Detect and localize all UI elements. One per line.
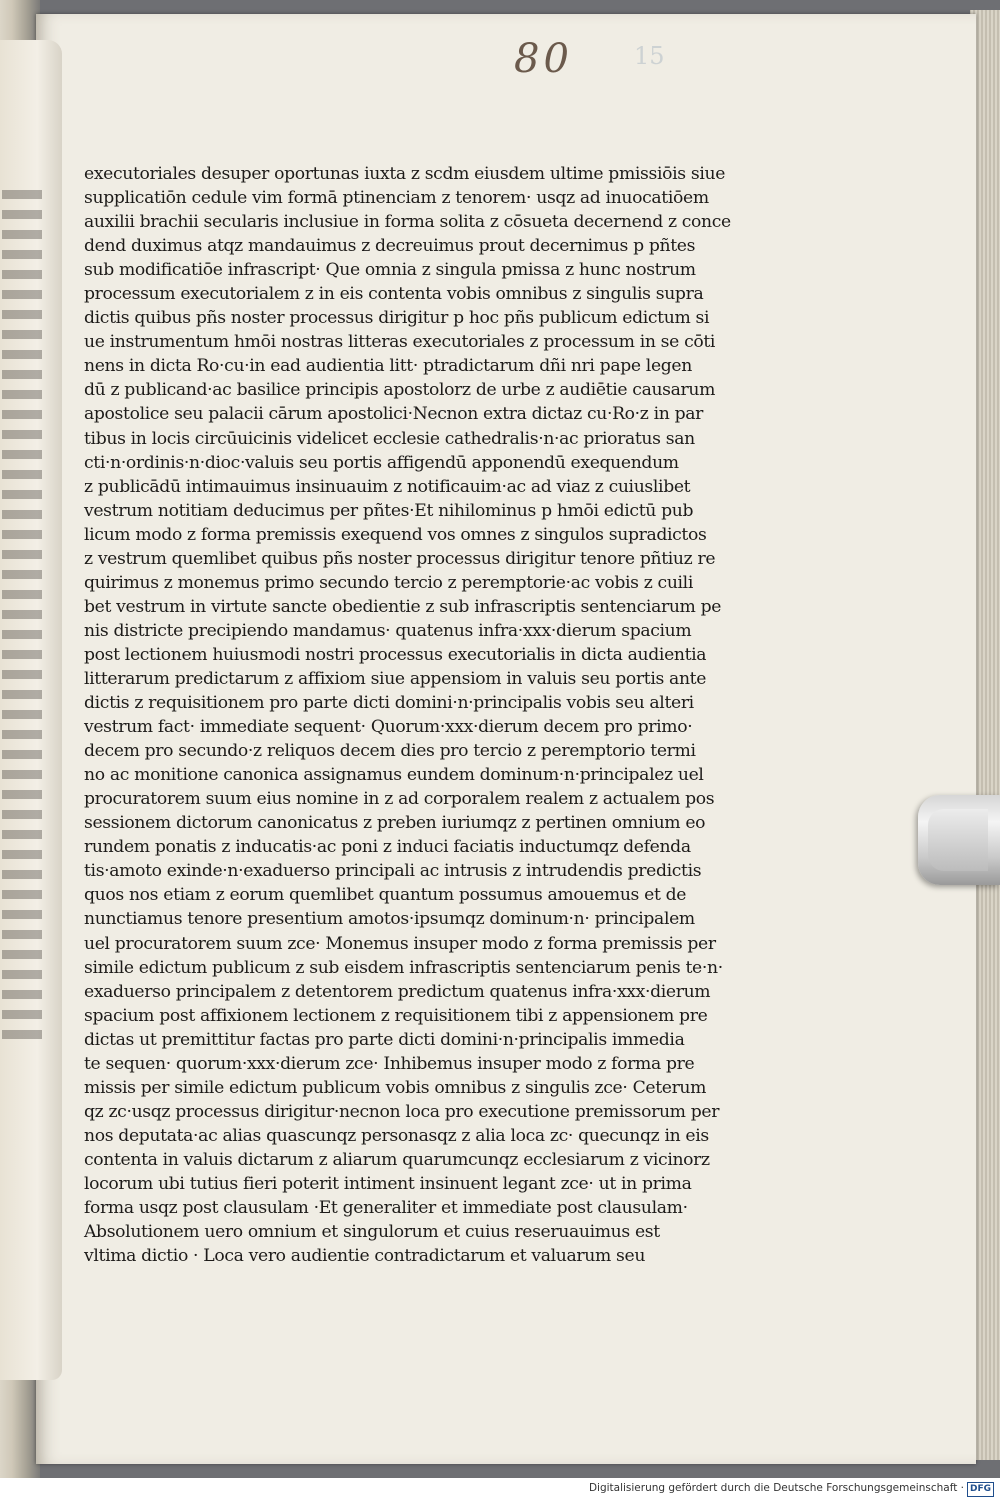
text-line: bet vestrum in virtute sancte obedientie z sub infrascriptis sentenciarum pe bbox=[84, 596, 722, 617]
text-line: tibus in locis circūuicinis videlicet ecclesie cathedralis·n·ac prioratus san bbox=[84, 428, 695, 449]
text-line: quos nos etiam z eorum quemlibet quantum possumus amouemus et de bbox=[84, 885, 687, 906]
text-line: dend duximus atqz mandauimus z decreuimus prout decernimus p pñtes bbox=[84, 236, 696, 257]
text-line: missis per simile edictum publicum vobis omnibus z singulis zce· Ceterum bbox=[84, 1077, 707, 1098]
text-line: z publicādū intimauimus insinuauim z notificauim·ac ad viaz z cuiuslibet bbox=[84, 476, 691, 497]
text-line: licum modo z forma premissis exequend vos omnes z singulos supradictos bbox=[84, 524, 707, 545]
text-line: sub modificatiōe infrascript· Que omnia z singula pmissa z hunc nostrum bbox=[84, 260, 696, 281]
text-line: contenta in valuis dictarum z aliarum quarumcunqz ecclesiarum z vicinorz bbox=[84, 1149, 710, 1170]
text-line: processum executorialem z in eis contenta vobis omnibus z singulis supra bbox=[84, 284, 704, 305]
text-line: tis·amoto exinde·n·exaduerso principali ac intrusis z intrudendis predictis bbox=[84, 861, 702, 882]
text-line: nunctiamus tenore presentium amotos·ipsumqz dominum·n· principalem bbox=[84, 909, 695, 930]
funding-credit: Digitalisierung gefördert durch die Deutsche Forschungsgemeinschaft · bbox=[588, 1482, 964, 1494]
page-clip bbox=[918, 795, 1000, 885]
text-line: nens in dicta Ro·cu·in ead audientia litt· ptradictarum dñi nri pape legen bbox=[84, 356, 692, 377]
text-line: z vestrum quemlibet quibus pñs noster processus dirigitur tenore pñtiuz re bbox=[84, 548, 716, 569]
text-line: ue instrumentum hmōi nostras litteras executoriales z processum in se cōti bbox=[84, 332, 716, 353]
text-line: post lectionem huiusmodi nostri processus executorialis in dicta audientia bbox=[84, 644, 707, 665]
text-line: nos deputata·ac alias quascunqz personasqz z alia loca zc· quecunqz in eis bbox=[84, 1125, 709, 1146]
facing-page-text-bleed bbox=[2, 190, 42, 1050]
text-line: vestrum fact· immediate sequent· Quorum·xxx·dierum decem pro primo· bbox=[84, 717, 693, 738]
text-line: spacium post affixionem lectionem z requisitionem tibi z appensionem pre bbox=[84, 1005, 708, 1026]
text-line: supplicatiōn cedule vim formā ptinenciam z tenorem· usqz ad inuocatiōem bbox=[84, 188, 709, 209]
text-line: dictis quibus pñs noster processus dirigitur p hoc pñs publicum edictum si bbox=[84, 308, 710, 329]
text-line: rundem ponatis z inducatis·ac poni z induci faciatis inductumqz defenda bbox=[84, 837, 691, 858]
faint-page-mark: 15 bbox=[634, 42, 665, 70]
page-clip-face bbox=[928, 809, 988, 871]
facing-page-sliver bbox=[0, 40, 62, 1380]
footer-bar bbox=[0, 1478, 1000, 1500]
text-line: decem pro secundo·z reliquos decem dies pro tercio z peremptorio termi bbox=[84, 741, 696, 762]
text-line: vestrum notitiam deducimus per pñtes·Et nihilominus p hmōi edictū pub bbox=[84, 500, 694, 521]
text-line: simile edictum publicum z sub eisdem infrascriptis sentenciarum penis te·n· bbox=[84, 957, 723, 978]
dfg-logo: DFG bbox=[967, 1482, 994, 1497]
text-line: locorum ubi tutius fieri poterit intiment insinuent legant zce· ut in prima bbox=[84, 1173, 692, 1194]
text-line: apostolice seu palacii cārum apostolici·Necnon extra dictaz cu·Ro·z in par bbox=[84, 404, 704, 425]
text-line: cti·n·ordinis·n·dioc·valuis seu portis affigendū apponendū exequendum bbox=[84, 452, 679, 473]
book-page bbox=[36, 14, 976, 1464]
text-line: dictis z requisitionem pro parte dicti domini·n·principalis vobis seu alteri bbox=[84, 693, 694, 714]
text-line: forma usqz post clausulam ·Et generaliter et immediate post clausulam· bbox=[84, 1198, 688, 1219]
text-line: litterarum predictarum z affixiom siue appensiom in valuis seu portis ante bbox=[84, 668, 707, 689]
text-line: dictas ut premittitur factas pro parte dicti domini·n·principalis immedia bbox=[84, 1029, 685, 1050]
text-line: auxilii brachii secularis inclusiue in forma solita z cōsueta decernend z conce bbox=[84, 212, 731, 233]
text-line: Absolutionem uero omnium et singulorum et cuius reseruauimus est bbox=[84, 1222, 660, 1243]
text-line: no ac monitione canonica assignamus eundem dominum·n·principalez uel bbox=[84, 765, 704, 786]
text-line: dū z publicand·ac basilice principis apostolorz de urbe z audiētie causarum bbox=[84, 380, 716, 401]
text-line: procuratorem suum eius nomine in z ad corporalem realem z actualem pos bbox=[84, 789, 715, 810]
text-line: te sequen· quorum·xxx·dierum zce· Inhibemus insuper modo z forma pre bbox=[84, 1053, 695, 1074]
folio-number: 80 bbox=[514, 36, 573, 82]
text-line: vltima dictio · Loca vero audientie contradictarum et valuarum seu bbox=[84, 1246, 646, 1267]
text-line: exaduerso principalem z detentorem predictum quatenus infra·xxx·dierum bbox=[84, 981, 711, 1002]
body-text bbox=[84, 162, 784, 1268]
text-line: nis districte precipiendo mandamus· quatenus infra·xxx·dierum spacium bbox=[84, 620, 692, 641]
text-line: uel procuratorem suum zce· Monemus insuper modo z forma premissis per bbox=[84, 933, 716, 954]
text-line: sessionem dictorum canonicatus z preben iuriumqz z pertinen omnium eo bbox=[84, 813, 706, 834]
text-line: qz zc·usqz processus dirigitur·necnon loca pro executione premissorum per bbox=[84, 1101, 720, 1122]
text-line: quirimus z monemus primo secundo tercio z peremptorie·ac vobis z cuili bbox=[84, 572, 693, 593]
text-line: executoriales desuper oportunas iuxta z scdm eiusdem ultime pmissiōis siue bbox=[84, 164, 726, 184]
